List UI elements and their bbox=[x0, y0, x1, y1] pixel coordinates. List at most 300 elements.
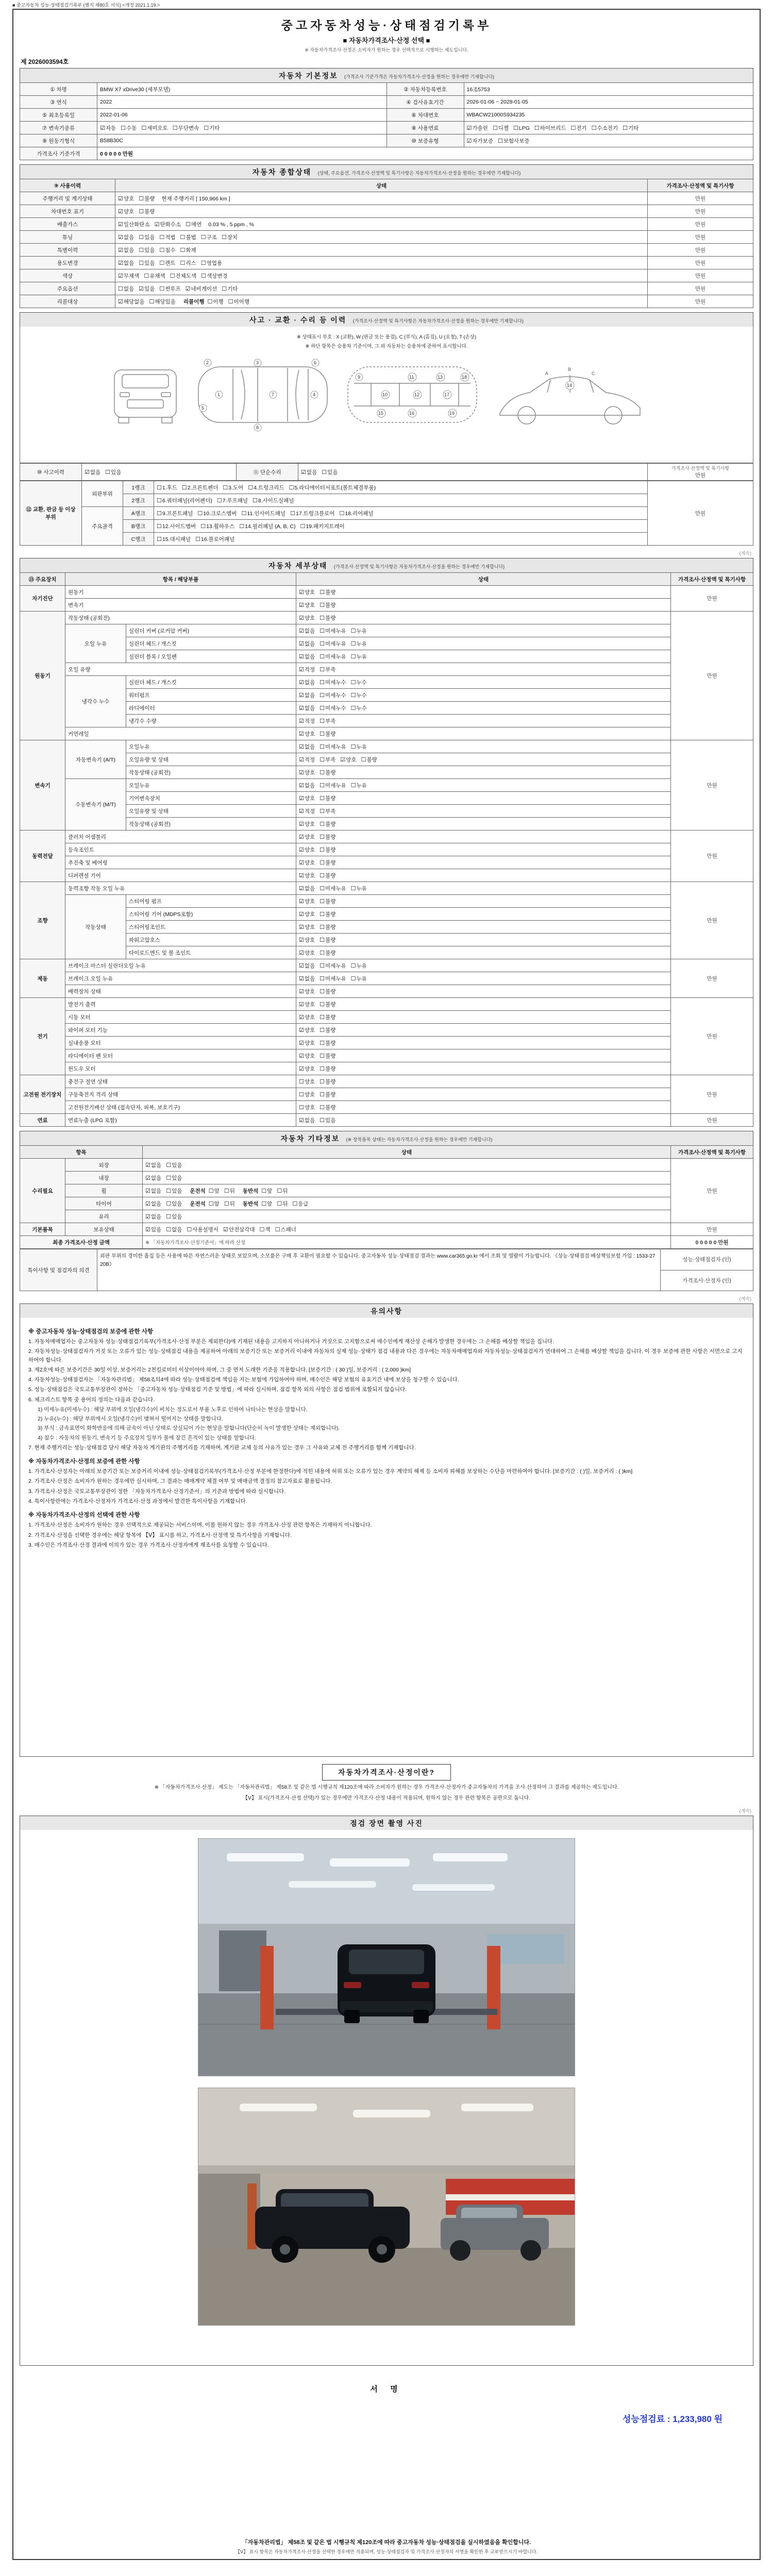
checkbox-unchecked[interactable] bbox=[320, 730, 335, 738]
checkbox-unchecked[interactable] bbox=[159, 259, 175, 267]
checkbox-unchecked[interactable] bbox=[493, 124, 509, 132]
state-options bbox=[296, 650, 671, 663]
checkbox-label: 무단변속 bbox=[178, 125, 199, 131]
field-label: ⑦ 변속기종류 bbox=[20, 122, 97, 134]
checkbox-checked[interactable] bbox=[118, 195, 134, 202]
checkbox-unchecked[interactable] bbox=[320, 717, 335, 725]
state-options bbox=[115, 282, 648, 295]
checkbox-checked[interactable] bbox=[145, 1174, 161, 1182]
checkbox-icon: ☐ bbox=[320, 1091, 325, 1098]
checkbox-label: 뒤 bbox=[229, 1188, 235, 1194]
checkbox-unchecked[interactable] bbox=[299, 1091, 315, 1098]
checkbox-checked[interactable] bbox=[299, 614, 315, 622]
checkbox-unchecked[interactable] bbox=[513, 125, 530, 131]
checkbox-unchecked[interactable] bbox=[187, 1226, 219, 1233]
checkbox-checked[interactable] bbox=[299, 653, 315, 660]
basic-info-note: (가격조사 기준가격은 자동차가격조사·산정을 원하는 경우에만 기재합니다) bbox=[344, 74, 495, 79]
checkbox-checked[interactable] bbox=[100, 124, 116, 132]
checkbox-unchecked[interactable] bbox=[209, 1187, 220, 1195]
checkbox-unchecked[interactable] bbox=[260, 1226, 271, 1233]
checkbox-checked[interactable] bbox=[299, 1026, 315, 1034]
checkbox-checked[interactable] bbox=[299, 640, 315, 648]
checkbox-label: 양호 bbox=[123, 195, 135, 202]
checkbox-unchecked[interactable] bbox=[351, 653, 367, 660]
checkbox-checked[interactable] bbox=[299, 975, 315, 982]
checkbox-icon: ☐ bbox=[292, 1200, 298, 1207]
checkbox-unchecked[interactable] bbox=[320, 833, 335, 841]
svg-text:12: 12 bbox=[414, 392, 420, 397]
checkbox-label: 미세누수 bbox=[325, 705, 346, 711]
item-label: 실내송풍 모터 bbox=[65, 1037, 296, 1049]
checkbox-unchecked[interactable] bbox=[195, 535, 234, 543]
checkbox-checked[interactable] bbox=[299, 962, 315, 970]
checkbox-unchecked[interactable] bbox=[351, 782, 367, 789]
checkbox-icon: ☑ bbox=[299, 924, 304, 930]
checkbox-unchecked[interactable] bbox=[320, 885, 346, 892]
detail-row bbox=[20, 702, 753, 715]
overall-row bbox=[20, 231, 753, 244]
checkbox-unchecked[interactable] bbox=[222, 233, 238, 241]
signature-block bbox=[20, 2370, 753, 2478]
checkbox-checked[interactable] bbox=[299, 897, 315, 905]
field-value: WBACW21000S934235 bbox=[464, 109, 753, 122]
checkbox-unchecked[interactable] bbox=[118, 285, 134, 293]
checkbox-checked[interactable] bbox=[299, 1052, 315, 1060]
checkbox-checked[interactable] bbox=[299, 923, 315, 931]
checkbox-checked[interactable] bbox=[118, 233, 134, 241]
checkbox-checked[interactable] bbox=[145, 1200, 161, 1208]
checkbox-unchecked[interactable] bbox=[320, 666, 335, 673]
checkbox-unchecked[interactable] bbox=[170, 272, 196, 280]
checkbox-label: 하이브리드 bbox=[540, 125, 566, 131]
misc-row bbox=[20, 1197, 753, 1210]
item-label: 오일 유량 bbox=[65, 663, 296, 676]
checkbox-icon: ☐ bbox=[277, 1188, 282, 1194]
checkbox-unchecked[interactable] bbox=[139, 208, 155, 215]
checkbox-unchecked[interactable] bbox=[217, 497, 248, 504]
checkbox-unchecked[interactable] bbox=[180, 246, 196, 254]
checkbox-unchecked[interactable] bbox=[261, 1187, 272, 1195]
checkbox-icon: ☐ bbox=[157, 536, 162, 543]
checkbox-label: 양호 bbox=[304, 950, 315, 956]
checkbox-checked[interactable] bbox=[118, 259, 134, 267]
checkbox-icon: ☐ bbox=[166, 1226, 172, 1233]
state-options bbox=[296, 663, 671, 676]
checkbox-label: 해당없음 bbox=[123, 298, 145, 305]
checkbox-unchecked[interactable] bbox=[139, 246, 155, 254]
checkbox-unchecked[interactable] bbox=[197, 510, 237, 517]
checkbox-checked[interactable] bbox=[299, 846, 315, 854]
checkbox-unchecked[interactable] bbox=[201, 259, 222, 267]
checkbox-unchecked[interactable] bbox=[320, 769, 335, 776]
checkbox-unchecked[interactable] bbox=[320, 691, 346, 699]
simple-repair-options bbox=[298, 464, 648, 481]
item-label: 브레이크 오일 누유 bbox=[65, 972, 296, 985]
checkbox-unchecked[interactable] bbox=[144, 272, 165, 280]
checkbox-unchecked[interactable] bbox=[121, 124, 137, 132]
checkbox-checked[interactable] bbox=[467, 124, 488, 132]
checkbox-label: 적정 bbox=[304, 718, 315, 724]
checkbox-unchecked[interactable] bbox=[320, 975, 346, 982]
checkbox-unchecked[interactable] bbox=[351, 640, 367, 648]
checkbox-icon: ☐ bbox=[139, 208, 144, 215]
checkbox-checked[interactable] bbox=[145, 1187, 161, 1195]
checkbox-unchecked[interactable] bbox=[351, 975, 367, 982]
checkbox-unchecked[interactable] bbox=[320, 1078, 335, 1086]
checkbox-checked[interactable] bbox=[145, 1161, 161, 1169]
basic-info-table bbox=[20, 82, 753, 160]
checkbox-unchecked[interactable] bbox=[320, 601, 335, 609]
checkbox-checked[interactable] bbox=[299, 743, 315, 751]
checkbox-unchecked[interactable] bbox=[320, 1091, 335, 1098]
state-options bbox=[296, 869, 671, 882]
checkbox-label: 불량 bbox=[325, 1001, 336, 1008]
misc-group-label: 수리필요 bbox=[20, 1159, 65, 1223]
item-label: 작동상태 (공회전) bbox=[126, 818, 296, 831]
checkbox-checked[interactable] bbox=[299, 679, 315, 686]
checkbox-label: 기타 bbox=[209, 125, 220, 131]
checkbox-checked[interactable] bbox=[340, 756, 356, 764]
checkbox-label: 없음 bbox=[304, 705, 315, 711]
field-label: ② 자동차등록번호 bbox=[386, 83, 464, 96]
checkbox-checked[interactable] bbox=[118, 272, 139, 280]
checkbox-label: 양호 bbox=[304, 1040, 315, 1046]
checkbox-unchecked[interactable] bbox=[139, 233, 155, 241]
checkbox-unchecked[interactable] bbox=[159, 285, 180, 293]
checkbox-checked[interactable] bbox=[299, 949, 315, 957]
checkbox-unchecked[interactable] bbox=[351, 679, 367, 686]
item-label: 파워고압호스 bbox=[126, 934, 296, 946]
item-label: 라디에이터 팬 모터 bbox=[65, 1049, 296, 1062]
detail-row bbox=[20, 663, 753, 676]
checkbox-checked[interactable] bbox=[186, 285, 217, 293]
checkbox-unchecked[interactable] bbox=[228, 298, 249, 306]
checkbox-unchecked[interactable] bbox=[320, 820, 335, 828]
checkbox-icon: ☐ bbox=[320, 1065, 325, 1072]
checkbox-icon: ☐ bbox=[299, 1091, 304, 1098]
state-options bbox=[296, 856, 671, 869]
detail-header bbox=[20, 558, 753, 572]
checkbox-label: 부족 bbox=[325, 666, 336, 673]
checkbox-unchecked[interactable] bbox=[320, 988, 335, 995]
checkbox-unchecked[interactable] bbox=[320, 1052, 335, 1060]
checkbox-label: 미세누유 bbox=[325, 975, 346, 982]
checkbox-unchecked[interactable] bbox=[320, 794, 335, 802]
checkbox-label: 네비게이션 bbox=[191, 285, 217, 292]
checkbox-unchecked[interactable] bbox=[320, 897, 335, 905]
checkbox-label: LPG bbox=[518, 125, 530, 131]
state-extra-text: 현재 주행거리 [ 150,966 km ] bbox=[161, 195, 230, 202]
checkbox-unchecked[interactable] bbox=[361, 756, 377, 764]
checkbox-unchecked[interactable] bbox=[339, 510, 373, 517]
checkbox-checked[interactable] bbox=[299, 666, 315, 673]
checkbox-checked[interactable] bbox=[299, 730, 315, 738]
checkbox-unchecked[interactable] bbox=[141, 124, 167, 132]
checkbox-checked[interactable] bbox=[299, 820, 315, 828]
checkbox-unchecked[interactable] bbox=[157, 484, 177, 492]
checkbox-unchecked[interactable] bbox=[322, 468, 338, 476]
rank-label: 1랭크 bbox=[123, 481, 154, 494]
checkbox-unchecked[interactable] bbox=[180, 259, 196, 267]
checkbox-unchecked[interactable] bbox=[277, 1187, 288, 1195]
checkbox-checked[interactable] bbox=[118, 246, 134, 254]
checkbox-unchecked[interactable] bbox=[157, 510, 193, 517]
state-options bbox=[296, 985, 671, 998]
svg-text:9: 9 bbox=[358, 375, 361, 380]
checkbox-unchecked[interactable] bbox=[320, 923, 335, 931]
checkbox-icon: ☑ bbox=[299, 885, 304, 892]
checkbox-icon: ☑ bbox=[299, 911, 304, 918]
detail-row bbox=[20, 1075, 753, 1088]
checkbox-checked[interactable] bbox=[301, 468, 317, 476]
checkbox-unchecked[interactable] bbox=[320, 627, 346, 635]
checkbox-checked[interactable] bbox=[299, 833, 315, 841]
checkbox-label: 매연 bbox=[191, 221, 202, 228]
checkbox-unchecked[interactable] bbox=[290, 510, 334, 517]
checkbox-unchecked[interactable] bbox=[261, 1200, 272, 1208]
notice-line: 2. 자동차성능·상태점검자가 거짓 또는 오류가 있는 성능·상태점검 내용을 제공하여 아래의 보증기간 또는 보증거리 이내에 자동차의 실제 성능·상태가 점검 내용과 다른 경우에는 자동차매매업자와 자동차성능·상태점검자가 연대하여 그 손해를 배상할 책임을 집니다. 이 경우 보증에 관한 사항은 서면으로 고지하여야 합니다. bbox=[28, 1348, 743, 1363]
checkbox-icon: ☑ bbox=[340, 756, 346, 763]
checkbox-unchecked[interactable] bbox=[623, 124, 638, 132]
checkbox-unchecked[interactable] bbox=[157, 522, 196, 530]
checkbox-checked[interactable] bbox=[155, 221, 181, 228]
checkbox-unchecked[interactable] bbox=[242, 510, 286, 517]
checkbox-unchecked[interactable] bbox=[180, 233, 196, 241]
checkbox-unchecked[interactable] bbox=[320, 588, 335, 596]
checkbox-icon: ☑ bbox=[299, 937, 304, 943]
checkbox-unchecked[interactable] bbox=[224, 1200, 235, 1208]
checkbox-unchecked[interactable] bbox=[320, 872, 335, 879]
checkbox-checked[interactable] bbox=[118, 298, 144, 306]
checkbox-icon: ☐ bbox=[157, 497, 162, 504]
checkbox-icon: ☐ bbox=[208, 1188, 214, 1194]
checkbox-unchecked[interactable] bbox=[320, 614, 335, 622]
checkbox-checked[interactable] bbox=[299, 691, 315, 699]
checkbox-unchecked[interactable] bbox=[182, 484, 218, 492]
checkbox-unchecked[interactable] bbox=[320, 846, 335, 854]
checkbox-unchecked[interactable] bbox=[253, 497, 294, 504]
checkbox-unchecked[interactable] bbox=[166, 1226, 182, 1233]
notice-line: 1. 가격조사·산정자는 아래의 보증기간 또는 보증거리 이내에 성능·상태점검기록부(가격조사·산정 부분에 한정한다)에 적힌 내용에 허위 또는 오류가 있는 경우 계약의 해제 등 소비자 피해를 보상하는 수단을 마련하여야 합니다. [보증기간 : ( )일, 보증거리 : ( )km] bbox=[28, 1468, 633, 1475]
checkbox-unchecked[interactable] bbox=[351, 691, 367, 699]
checkbox-checked[interactable] bbox=[299, 769, 315, 776]
checkbox-checked[interactable] bbox=[299, 756, 315, 764]
checkbox-label: 적정 bbox=[304, 756, 315, 763]
checkbox-checked[interactable] bbox=[299, 910, 315, 918]
checkbox-unchecked[interactable] bbox=[201, 272, 227, 280]
checkbox-checked[interactable] bbox=[145, 1213, 161, 1221]
checkbox-unchecked[interactable] bbox=[300, 522, 344, 530]
checkbox-unchecked[interactable] bbox=[149, 298, 175, 306]
checkbox-label: 없음 bbox=[123, 247, 135, 253]
checkbox-checked[interactable] bbox=[299, 1001, 315, 1008]
checkbox-unchecked[interactable] bbox=[320, 1039, 335, 1047]
checkbox-icon: ☐ bbox=[320, 872, 325, 879]
checkbox-checked[interactable] bbox=[299, 936, 315, 944]
checkbox-unchecked[interactable] bbox=[166, 1174, 182, 1182]
checkbox-unchecked[interactable] bbox=[320, 962, 346, 970]
checkbox-checked[interactable] bbox=[145, 1226, 161, 1233]
checkbox-unchecked[interactable] bbox=[201, 233, 217, 241]
checkbox-unchecked[interactable] bbox=[105, 468, 121, 476]
overall-row bbox=[20, 257, 753, 269]
checkbox-checked[interactable] bbox=[299, 1065, 315, 1073]
checkbox-unchecked[interactable] bbox=[209, 1200, 220, 1208]
checkbox-unchecked[interactable] bbox=[166, 1187, 182, 1195]
checkbox-unchecked[interactable] bbox=[222, 285, 238, 293]
checkbox-label: 뒤 bbox=[282, 1200, 288, 1207]
checkbox-checked[interactable] bbox=[223, 1226, 255, 1233]
checkbox-checked[interactable] bbox=[299, 588, 315, 596]
field-value: 16조5753 bbox=[464, 83, 753, 96]
checkbox-unchecked[interactable] bbox=[320, 859, 335, 867]
checkbox-unchecked[interactable] bbox=[239, 522, 295, 530]
device-group-label: 원동기 bbox=[20, 612, 65, 740]
checkbox-checked[interactable] bbox=[299, 717, 315, 725]
item-label: 휠 bbox=[65, 1184, 143, 1197]
checkbox-unchecked[interactable] bbox=[299, 1078, 315, 1086]
checkbox-unchecked[interactable] bbox=[320, 653, 346, 660]
checkbox-checked[interactable] bbox=[299, 1039, 315, 1047]
checkbox-unchecked[interactable] bbox=[157, 497, 212, 504]
checkbox-unchecked[interactable] bbox=[320, 936, 335, 944]
checkbox-unchecked[interactable] bbox=[166, 1200, 182, 1208]
checkbox-unchecked[interactable] bbox=[166, 1161, 182, 1169]
checkbox-unchecked[interactable] bbox=[320, 743, 346, 751]
checkbox-unchecked[interactable] bbox=[570, 124, 586, 132]
checkbox-checked[interactable] bbox=[299, 872, 315, 879]
checkbox-unchecked[interactable] bbox=[351, 962, 367, 970]
checkbox-unchecked[interactable] bbox=[248, 484, 284, 492]
checkbox-label: 불량 bbox=[325, 1104, 336, 1111]
checkbox-unchecked[interactable] bbox=[320, 1065, 335, 1073]
checkbox-unchecked[interactable] bbox=[320, 1013, 335, 1021]
checkbox-unchecked[interactable] bbox=[351, 743, 367, 751]
checkbox-checked[interactable] bbox=[299, 885, 315, 892]
rank-label: C랭크 bbox=[123, 533, 154, 546]
state-options bbox=[296, 715, 671, 727]
checkbox-unchecked[interactable] bbox=[223, 484, 243, 492]
checkbox-unchecked[interactable] bbox=[534, 124, 566, 132]
checkbox-unchecked[interactable] bbox=[320, 1104, 335, 1111]
checkbox-unchecked[interactable] bbox=[320, 756, 335, 764]
item-label: 발전기 출력 bbox=[65, 998, 296, 1011]
checkbox-unchecked[interactable] bbox=[592, 124, 618, 132]
checkbox-unchecked[interactable] bbox=[275, 1226, 296, 1233]
checkbox-icon: ☑ bbox=[299, 962, 304, 969]
checkbox-label: 수소전기 bbox=[597, 125, 618, 131]
checkbox-unchecked[interactable] bbox=[320, 1116, 335, 1124]
checkbox-unchecked[interactable] bbox=[200, 522, 234, 530]
checkbox-unchecked[interactable] bbox=[320, 782, 346, 789]
checkbox-checked[interactable] bbox=[299, 1013, 315, 1021]
checkbox-unchecked[interactable] bbox=[173, 124, 199, 132]
checkbox-label: 응급 bbox=[298, 1200, 309, 1207]
checkbox-unchecked[interactable] bbox=[320, 949, 335, 957]
svg-text:6: 6 bbox=[314, 360, 317, 365]
checkbox-unchecked[interactable] bbox=[292, 1200, 308, 1208]
checkbox-unchecked[interactable] bbox=[139, 195, 155, 202]
checkbox-checked[interactable] bbox=[299, 782, 315, 789]
checkbox-label: 불량 bbox=[325, 615, 336, 621]
detail-row bbox=[20, 998, 753, 1011]
state-options bbox=[296, 702, 671, 715]
checkbox-unchecked[interactable] bbox=[289, 484, 376, 492]
price-cell: 만원 bbox=[671, 882, 753, 959]
checkbox-checked[interactable] bbox=[85, 468, 100, 476]
checkbox-icon: ☑ bbox=[299, 743, 304, 750]
checkbox-unchecked[interactable] bbox=[159, 246, 175, 254]
checkbox-checked[interactable] bbox=[139, 285, 155, 293]
checkbox-checked[interactable] bbox=[299, 807, 315, 815]
checkbox-label: 없음 bbox=[304, 628, 315, 634]
checkbox-icon: ☑ bbox=[299, 718, 304, 724]
checkbox-checked[interactable] bbox=[299, 794, 315, 802]
checkbox-unchecked[interactable] bbox=[320, 1026, 335, 1034]
checkbox-unchecked[interactable] bbox=[207, 298, 223, 306]
checkbox-unchecked[interactable] bbox=[166, 1213, 182, 1221]
checkbox-unchecked[interactable] bbox=[320, 704, 346, 712]
checkbox-label: 12.사이드멤버 bbox=[162, 523, 196, 530]
checkbox-icon: ☐ bbox=[157, 523, 162, 530]
checkbox-checked[interactable] bbox=[299, 627, 315, 635]
overall-condition-table bbox=[20, 179, 753, 308]
checkbox-unchecked[interactable] bbox=[186, 221, 201, 228]
checkbox-unchecked[interactable] bbox=[351, 627, 367, 635]
checkbox-label: 가솔린 bbox=[472, 125, 488, 131]
checkbox-checked[interactable] bbox=[299, 859, 315, 867]
section-misc-info bbox=[20, 1131, 753, 1291]
item-label: 실린더 헤드 / 개스킷 bbox=[126, 637, 296, 650]
state-sub-label: 동반석 bbox=[242, 1188, 259, 1194]
checkbox-checked[interactable] bbox=[299, 1116, 315, 1124]
checkbox-unchecked[interactable] bbox=[320, 910, 335, 918]
column-header: 항목 / 해당부품 bbox=[65, 573, 296, 586]
checkbox-checked[interactable] bbox=[299, 601, 315, 609]
checkbox-icon: ☐ bbox=[186, 221, 191, 228]
checkbox-icon: ☑ bbox=[299, 782, 304, 789]
checkbox-unchecked[interactable] bbox=[351, 704, 367, 712]
checkbox-unchecked[interactable] bbox=[224, 1187, 235, 1195]
checkbox-unchecked[interactable] bbox=[320, 807, 335, 815]
state-extra-text: 0.03 % , 5 ppm , % bbox=[208, 221, 254, 228]
checkbox-checked[interactable] bbox=[299, 988, 315, 995]
checkbox-unchecked[interactable] bbox=[277, 1200, 288, 1208]
checkbox-unchecked[interactable] bbox=[139, 259, 155, 267]
checkbox-checked[interactable] bbox=[299, 704, 315, 712]
checkbox-unchecked[interactable] bbox=[320, 1001, 335, 1008]
checkbox-checked[interactable] bbox=[118, 208, 134, 215]
checkbox-unchecked[interactable] bbox=[498, 137, 530, 145]
checkbox-unchecked[interactable] bbox=[299, 1104, 315, 1111]
checkbox-unchecked[interactable] bbox=[351, 885, 367, 892]
checkbox-checked[interactable] bbox=[118, 221, 150, 228]
checkbox-unchecked[interactable] bbox=[157, 535, 191, 543]
state-sub-label: 운전석 bbox=[190, 1188, 206, 1194]
checkbox-unchecked[interactable] bbox=[204, 124, 220, 132]
checkbox-checked[interactable] bbox=[467, 137, 493, 145]
state-options bbox=[296, 753, 671, 766]
checkbox-unchecked[interactable] bbox=[159, 233, 175, 241]
state-sub-label: 리콜이행 bbox=[183, 298, 205, 305]
checkbox-unchecked[interactable] bbox=[320, 679, 346, 686]
misc-row bbox=[20, 1172, 753, 1184]
checkbox-unchecked[interactable] bbox=[320, 640, 346, 648]
checkbox-label: 17.트렁크플로어 bbox=[295, 510, 335, 517]
checkbox-icon: ☐ bbox=[223, 484, 228, 491]
checkbox-icon: ☑ bbox=[299, 1117, 304, 1124]
checkbox-icon: ☐ bbox=[105, 469, 111, 476]
